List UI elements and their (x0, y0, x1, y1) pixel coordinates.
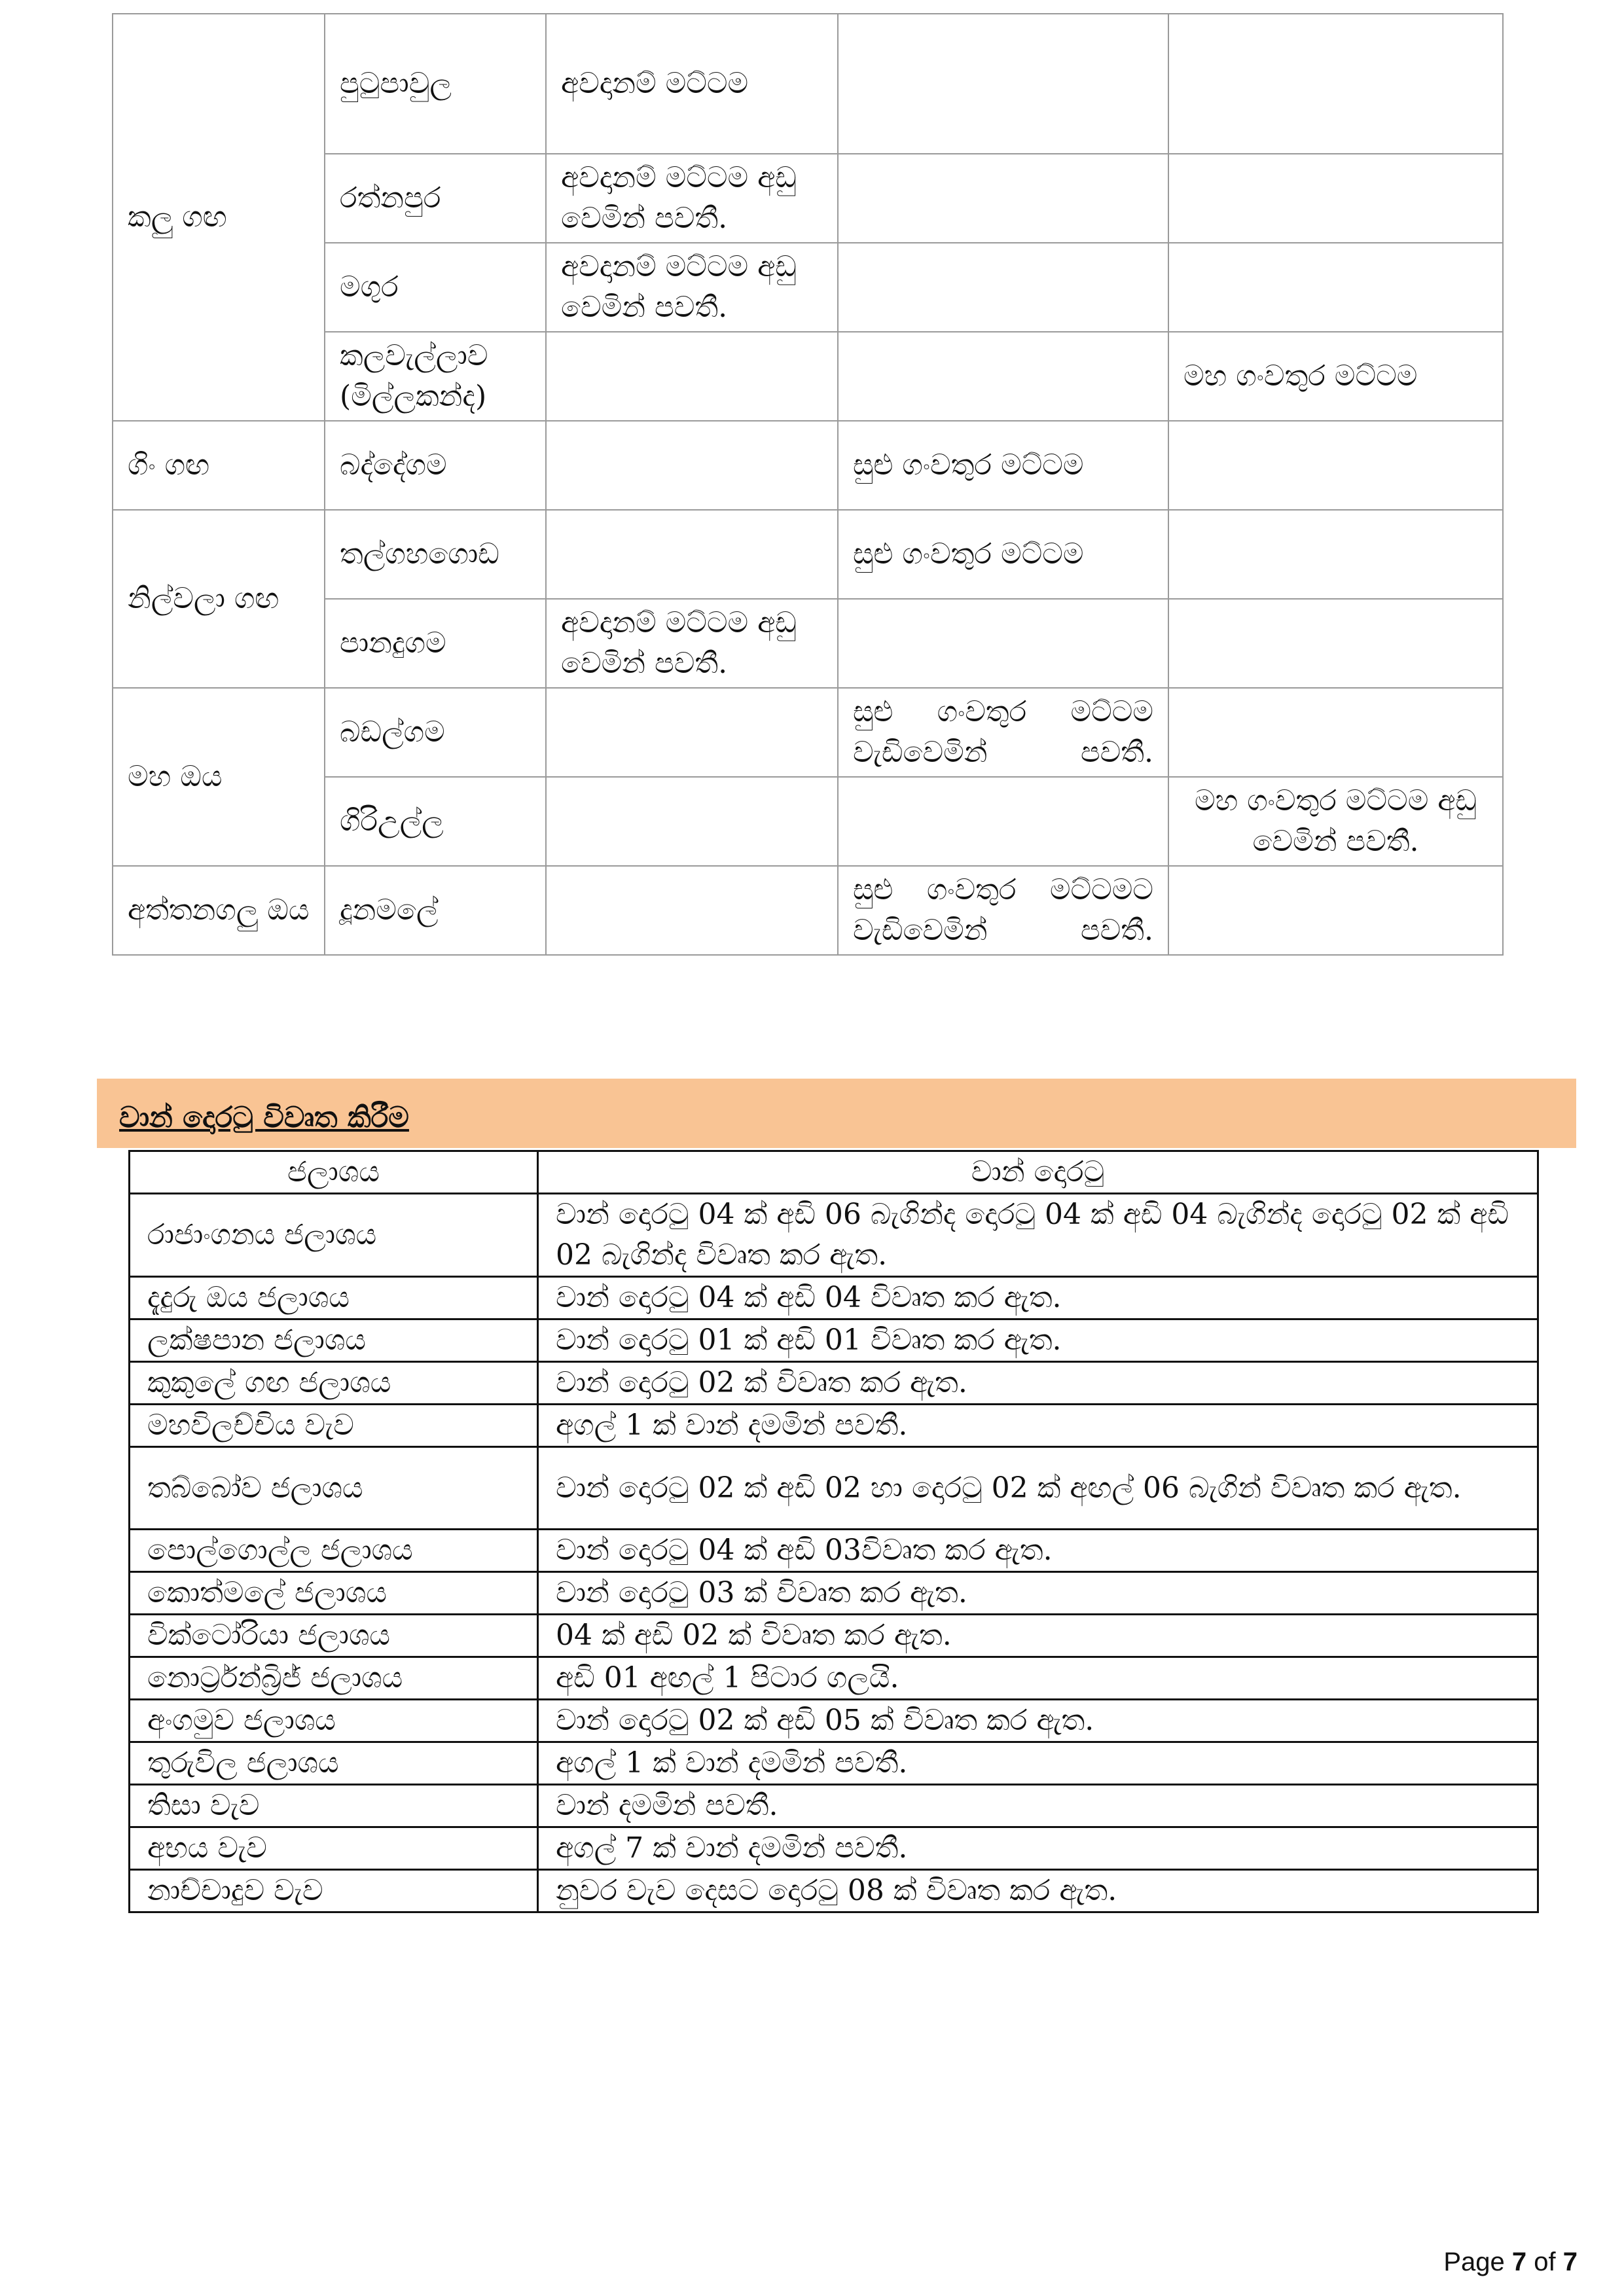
reservoir-name: තිසා වැව (130, 1785, 538, 1827)
reservoir-name: නොර්ට්‍රන්බ්‍රිජ් ජලාශය (130, 1657, 538, 1700)
minor-flood-level (838, 599, 1168, 688)
alert-level (546, 777, 838, 866)
table-row (130, 1742, 1538, 1785)
reservoir-name: අභය වැව (130, 1827, 538, 1870)
river-name: නිල්වලා ගඟ (113, 510, 325, 688)
table-row (130, 1319, 1538, 1362)
section-header (97, 1079, 1576, 1148)
major-flood-level (1168, 14, 1503, 154)
alert-level (546, 510, 838, 599)
spillway-table (128, 1150, 1539, 1913)
major-flood-level (1168, 866, 1503, 955)
table-header-row (130, 1151, 1538, 1194)
major-flood-level (1168, 421, 1503, 510)
major-flood-level: මහ ගංවතුර මට්ටම (1168, 332, 1503, 421)
reservoir-name: ලක්ෂපාන ජලාශය (130, 1319, 538, 1362)
spillway-status: වාන් දොරටු 04 ක් අඩි 06 බැගින්ද දොරටු 04 ක් අඩි 04 බැගින්ද දොරටු 02 ක් අඩි 02 බැගින්ද විවෘත කර ඇත. (538, 1194, 1538, 1277)
reservoir-name: වික්ටෝරියා ජලාශය (130, 1615, 538, 1657)
minor-flood-level: සුළු ගංවතුර මට්ටමට වැඩිවෙමින් පවතී. (838, 866, 1168, 955)
table-row (130, 1700, 1538, 1742)
station-name: දූනමලේ (325, 866, 546, 955)
table-row (113, 510, 1503, 599)
spillway-status: 04 ක් අඩි 02 ක් විවෘත කර ඇත. (538, 1615, 1538, 1657)
spillway-status: වාන් දොරටු 02 ක් අඩි 05 ක් විවෘත කර ඇත. (538, 1700, 1538, 1742)
minor-flood-level (838, 243, 1168, 332)
alert-level (546, 332, 838, 421)
spillway-status: වාන් දමමින් පවතී. (538, 1785, 1538, 1827)
page-label: Page (1443, 2248, 1505, 2276)
alert-level: අවදානම් මට්ටම අඩු වෙමින් පවතී. (546, 243, 838, 332)
table-row (130, 1657, 1538, 1700)
minor-flood-level (838, 332, 1168, 421)
reservoir-name: රාජාංගනය ජලාශය (130, 1194, 538, 1277)
minor-flood-level: සුළු ගංවතුර මට්ටම (838, 510, 1168, 599)
spillway-status: වාන් දොරටු 04 ක් අඩි 03විවෘත කර ඇත. (538, 1530, 1538, 1572)
spillway-status: නුවර වැව දෙසට දොරටු 08 ක් විවෘත කර ඇත. (538, 1870, 1538, 1912)
station-name: පුටුපාවුල (325, 14, 546, 154)
table-row (130, 1447, 1538, 1530)
minor-flood-level: සුළු ගංවතුර මට්ටම වැඩිවෙමින් පවතී. (838, 688, 1168, 777)
reservoir-name: අංගමුව ජලාශය (130, 1700, 538, 1742)
alert-level: අවදානම් මට්ටම (546, 14, 838, 154)
spillway-status: වාන් දොරටු 03 ක් විවෘත කර ඇත. (538, 1572, 1538, 1615)
river-name: කලු ගඟ (113, 14, 325, 421)
station-name: ගිරිඋල්ල (325, 777, 546, 866)
table-row (130, 1615, 1538, 1657)
reservoir-name: තබ්බෝව ජලාශය (130, 1447, 538, 1530)
spillway-status: වාන් දොරටු 04 ක් අඩි 04 විවෘත කර ඇත. (538, 1277, 1538, 1319)
alert-level: අවදානම් මට්ටම අඩු වෙමින් පවතී. (546, 599, 838, 688)
table-row (130, 1530, 1538, 1572)
table-row (130, 1362, 1538, 1405)
reservoir-name: මහවිලච්චිය වැව (130, 1405, 538, 1447)
table-row (113, 421, 1503, 510)
major-flood-level (1168, 154, 1503, 243)
reservoir-name: කොත්මලේ ජලාශය (130, 1572, 538, 1615)
station-name: තල්ගහගොඩ (325, 510, 546, 599)
major-flood-level: මහ ගංවතුර මට්ටම අඩු වෙමින් පවතී. (1168, 777, 1503, 866)
column-header-spillway: වාන් දොරටු (538, 1151, 1538, 1194)
alert-level (546, 421, 838, 510)
table-row (130, 1870, 1538, 1912)
major-flood-level (1168, 688, 1503, 777)
station-name: බද්දේගම (325, 421, 546, 510)
reservoir-name: තුරුවිල ජලාශය (130, 1742, 538, 1785)
table-row (130, 1827, 1538, 1870)
river-name: ගිං ගඟ (113, 421, 325, 510)
spillway-status: අගල් 7 ක් වාන් දමමින් පවතී. (538, 1827, 1538, 1870)
station-name: මගුර (325, 243, 546, 332)
minor-flood-level: සුළු ගංවතුර මට්ටම (838, 421, 1168, 510)
page-current: 7 (1511, 2248, 1527, 2276)
station-name: බඩල්ගම (325, 688, 546, 777)
river-name: අත්තනගලු ඔය (113, 866, 325, 955)
river-level-table (112, 13, 1504, 956)
reservoir-name: දැදුරු ඔය ජලාශය (130, 1277, 538, 1319)
page-of: of (1534, 2248, 1556, 2276)
page-number (1443, 2246, 1578, 2278)
spillway-status: වාන් දොරටු 02 ක් අඩි 02 හා දොරටු 02 ක් අඟල් 06 බැගින් විවෘත කර ඇත. (538, 1447, 1538, 1530)
station-name: රත්නපුර (325, 154, 546, 243)
reservoir-name: නාච්චාදුව වැව (130, 1870, 538, 1912)
major-flood-level (1168, 599, 1503, 688)
section-title: වාන් දොරටු විවෘත කිරීම (119, 1101, 409, 1134)
alert-level (546, 866, 838, 955)
table-row (130, 1785, 1538, 1827)
alert-level: අවදානම් මට්ටම අඩු වෙමින් පවතී. (546, 154, 838, 243)
major-flood-level (1168, 510, 1503, 599)
column-header-reservoir: ජලාශය (130, 1151, 538, 1194)
station-name: පානදුගම (325, 599, 546, 688)
spillway-status: අගල් 1 ක් වාන් දමමින් පවතී. (538, 1405, 1538, 1447)
table-row (113, 688, 1503, 777)
river-name: මහ ඔය (113, 688, 325, 866)
page-total: 7 (1562, 2248, 1578, 2276)
table-row (130, 1194, 1538, 1277)
major-flood-level (1168, 243, 1503, 332)
spillway-status: වාන් දොරටු 01 ක් අඩි 01 විවෘත කර ඇත. (538, 1319, 1538, 1362)
minor-flood-level (838, 777, 1168, 866)
table-row (130, 1572, 1538, 1615)
table-row (130, 1277, 1538, 1319)
alert-level (546, 688, 838, 777)
spillway-status: අගල් 1 ක් වාන් දමමින් පවතී. (538, 1742, 1538, 1785)
spillway-status: අඩි 01 අඟල් 1 පිටාර ගලයි. (538, 1657, 1538, 1700)
table-row (113, 866, 1503, 955)
table-row (130, 1405, 1538, 1447)
reservoir-name: කුකුලේ ගඟ ජලාශය (130, 1362, 538, 1405)
station-name: කලවැල්ලාව (මිල්ලකන්ද) (325, 332, 546, 421)
reservoir-name: පොල්ගොල්ල ජලාශය (130, 1530, 538, 1572)
table-row (113, 14, 1503, 154)
minor-flood-level (838, 154, 1168, 243)
spillway-status: වාන් දොරටු 02 ක් විවෘත කර ඇත. (538, 1362, 1538, 1405)
minor-flood-level (838, 14, 1168, 154)
